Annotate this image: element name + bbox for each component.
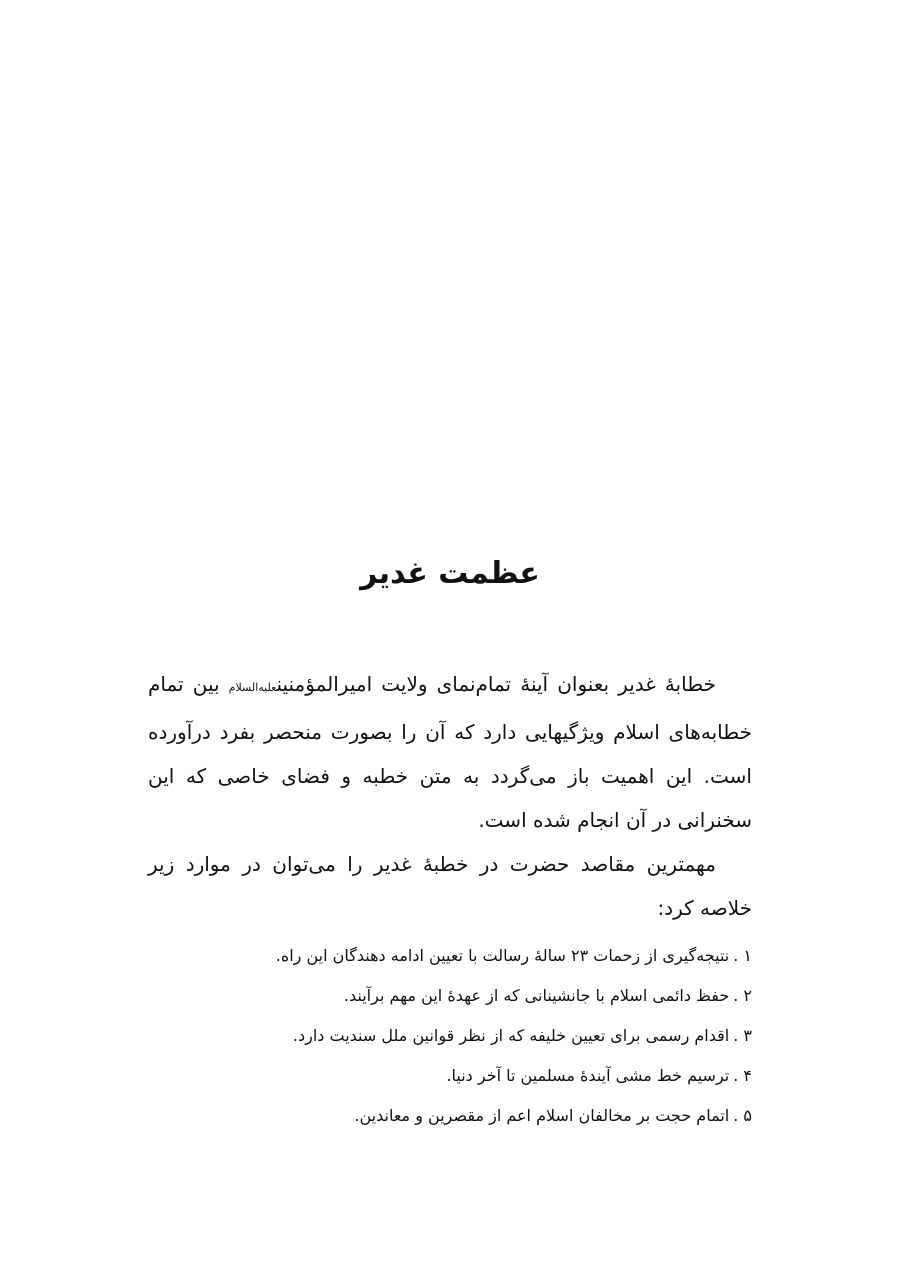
page-title: عظمت غدیر: [360, 556, 540, 592]
paragraph-1-text-cont: بین تمام خطابه‌های اسلام ویژگیهایی دارد که آن را بصورت منحصر بفرد درآورده است. این اهمیت باز می‌گردد به متن خطبه و فضای خاصی که این سخنرانی در آن انجام شده است.: [148, 672, 752, 832]
list-item-text: اتمام حجت بر مخالفان اسلام اعم از مقصرین و معاندین.: [354, 1106, 730, 1125]
list-item-text: نتیجه‌گیری از زحمات ۲۳ سالهٔ رسالت با تعیین ادامه دهندگان این راه.: [275, 946, 730, 965]
paragraph-2: مهمترین مقاصد حضرت در خطبهٔ غدیر را می‌توان در موارد زیر خلاصه کرد:: [148, 852, 752, 920]
list-item: [148, 936, 752, 976]
list-item-number: ۳ .: [733, 1026, 752, 1045]
body-text: [148, 662, 752, 930]
list-item: [148, 1096, 752, 1136]
list-item: [148, 1056, 752, 1096]
list-item: [148, 1016, 752, 1056]
list-item: [148, 976, 752, 1016]
paragraph-1: [148, 662, 752, 842]
list-item-text: ترسیم خط مشی آیندهٔ مسلمین تا آخر دنیا.: [446, 1066, 730, 1085]
honorific-text: علیه‌السلام: [228, 681, 277, 694]
aims-list: [148, 936, 752, 1136]
list-item-number: ۴ .: [733, 1066, 752, 1085]
list-item-text: اقدام رسمی برای تعیین خلیفه که از نظر قوانین ملل سندیت دارد.: [292, 1026, 730, 1045]
list-item-number: ۵ .: [733, 1106, 752, 1125]
list-item-number: ۲ .: [733, 986, 752, 1005]
paragraph-1-text: خطابهٔ غدیر بعنوان آینهٔ تمام‌نمای ولایت امیرالمؤمنین: [276, 672, 716, 696]
list-item-text: حفظ دائمی اسلام با جانشینانی که از عهدهٔ این مهم برآیند.: [343, 986, 730, 1005]
list-item-number: ۱ .: [733, 946, 752, 965]
